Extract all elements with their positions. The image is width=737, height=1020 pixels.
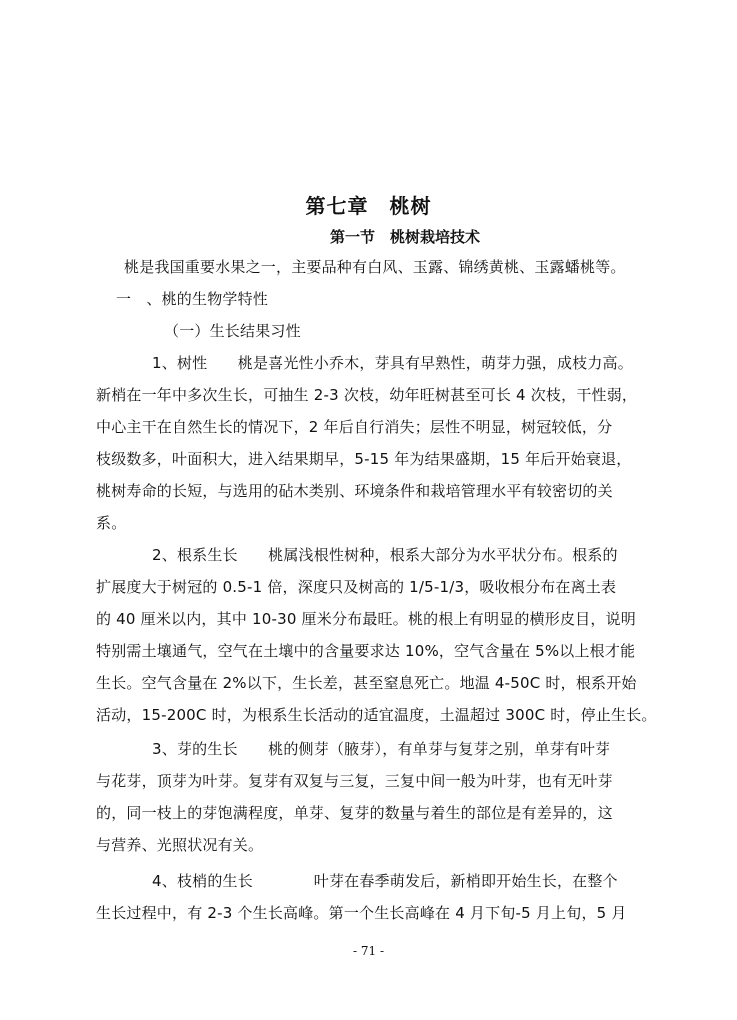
paragraph-line: 的，同一枝上的芽饱满程度，单芽、复芽的数量与着生的部位是有差异的，这 xyxy=(96,804,613,822)
paragraph-line: 4、枝梢的生长 叶芽在春季萌发后，新梢即开始生长，在整个 xyxy=(152,872,618,890)
paragraph-line: 中心主干在自然生长的情况下，2 年后自行消失；层性不明显，树冠较低，分 xyxy=(96,418,613,436)
paragraph-line: 枝级数多，叶面积大，进入结果期早，5-15 年为结果盛期，15 年后开始衰退， xyxy=(96,450,632,468)
paragraph-line: 2、根系生长 桃属浅根性树种，根系大部分为水平状分布。根系的 xyxy=(152,546,618,564)
page-number: - 71 - xyxy=(352,944,384,958)
paragraph-line: 的 40 厘米以内，其中 10-30 厘米分布最旺。桃的根上有明显的横形皮目，说明 xyxy=(96,610,636,628)
paragraph-line: 扩展度大于树冠的 0.5-1 倍，深度只及树高的 1/5-1/3，吸收根分布在离土表 xyxy=(96,578,617,596)
paragraph-line: 与花芽，顶芽为叶芽。复芽有双复与三复，三复中间一般为叶芽，也有无叶芽 xyxy=(96,772,613,790)
paragraph-line: 1、树性 桃是喜光性小乔木，芽具有早熟性，萌芽力强，成枝力高。 xyxy=(152,354,633,372)
paragraph-line: 特别需土壤通气，空气在土壤中的含量要求达 10%，空气含量在 5%以上根才能 xyxy=(96,642,636,660)
section-title: 第一节 桃树栽培技术 xyxy=(330,228,481,246)
paragraph-line: 生长过程中，有 2-3 个生长高峰。第一个生长高峰在 4 月下旬-5 月上旬，5 月 xyxy=(96,904,627,922)
paragraph-line: 桃树寿命的长短，与选用的砧木类别、环境条件和栽培管理水平有较密切的关 xyxy=(96,482,613,500)
heading-biology: 一 、桃的生物学特性 xyxy=(116,290,269,308)
chapter-title: 第七章 桃树 xyxy=(305,194,432,218)
paragraph-line: 系。 xyxy=(96,514,127,532)
subheading-growth-habits: （一）生长结果习性 xyxy=(164,322,301,340)
paragraph-line: 新梢在一年中多次生长，可抽生 2-3 次枝，幼年旺树甚至可长 4 次枝，干性弱， xyxy=(96,386,638,404)
paragraph-intro: 桃是我国重要水果之一，主要品种有白风、玉露、锦绣黄桃、玉露蟠桃等。 xyxy=(124,258,626,276)
paragraph-line: 生长。空气含量在 2%以下，生长差，甚至窒息死亡。地温 4-50C 时，根系开始 xyxy=(96,674,637,692)
paragraph-line: 3、芽的生长 桃的侧芽（腋芽），有单芽与复芽之别，单芽有叶芽 xyxy=(152,740,611,758)
paragraph-line: 与营养、光照状况有关。 xyxy=(96,836,264,854)
paragraph-line: 活动，15-200C 时，为根系生长活动的适宜温度，土温超过 300C 时，停止生长。 xyxy=(96,706,657,724)
